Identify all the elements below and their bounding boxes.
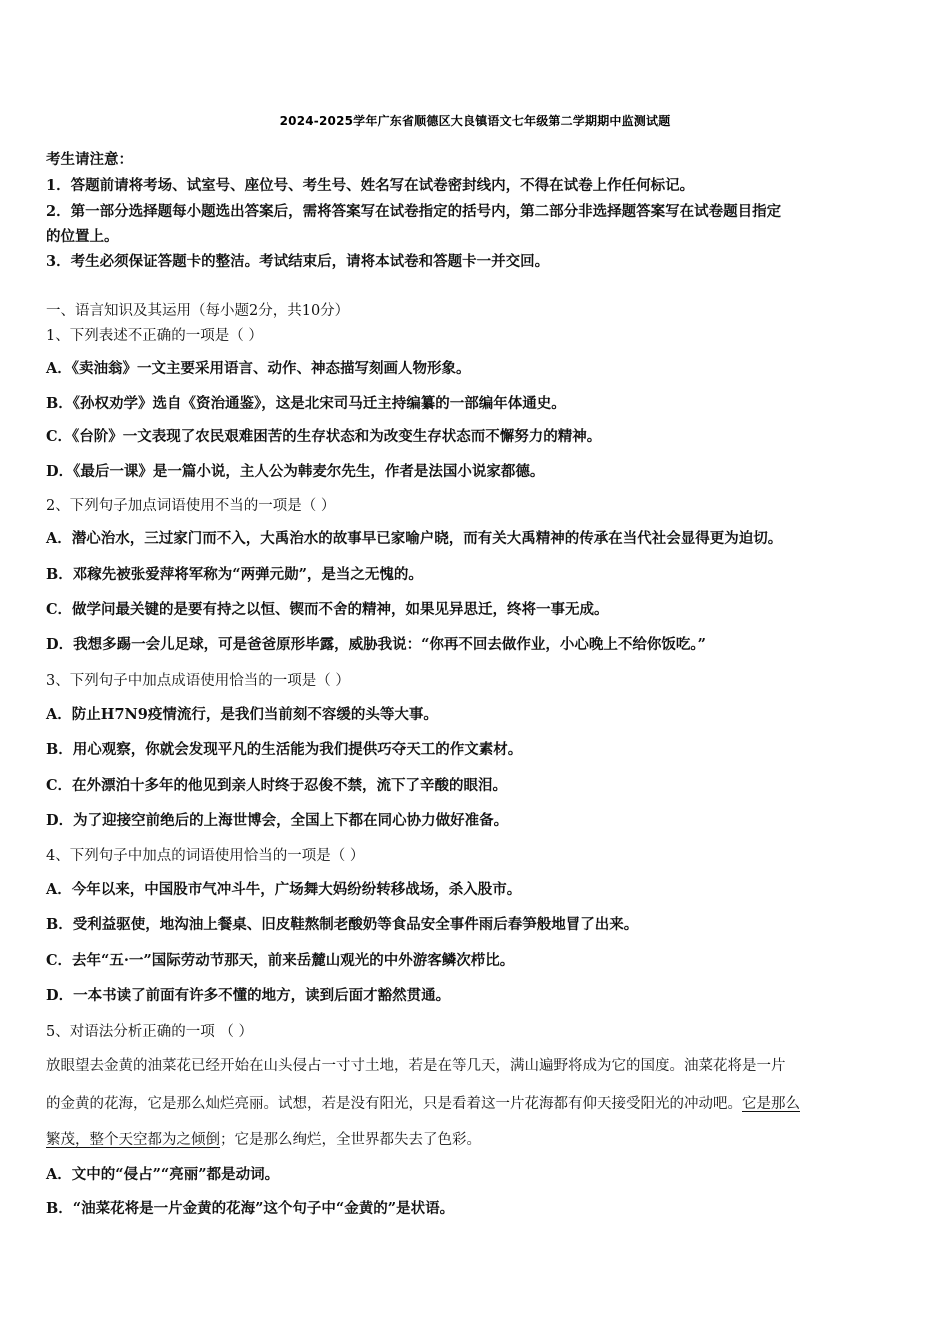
option-d: D．我想多踢一会儿足球，可是爸爸原形毕露，威胁我说：“你再不回去做作业，小心晚上不给你饭吃。” — [46, 636, 707, 653]
notice-item: 的位置上。 — [46, 228, 119, 245]
option-c: C．做学问最关键的是要有持之以恒、锲而不舍的精神，如果见异思迁，终将一事无成。 — [46, 601, 609, 618]
option-d: D．一本书读了前面有许多不懂的地方，读到后面才豁然贯通。 — [46, 987, 451, 1004]
passage-line — [46, 1095, 908, 1113]
option-a: A．防止H7N9疫情流行，是我们当前刻不容缓的头等大事。 — [46, 706, 438, 723]
option-a: A．潜心治水，三过家门而不入，大禹治水的故事早已家喻户晓，而有关大禹精神的传承在当代社会显得更为迫切。 — [46, 530, 783, 547]
option-b: B．邓稼先被张爱萍将军称为“两弹元勋”，是当之无愧的。 — [46, 566, 423, 583]
option-b: B．“油菜花将是一片金黄的花海”这个句子中“金黄的”是状语。 — [46, 1200, 455, 1217]
option-a: A．文中的“侵占”“亮丽”都是动词。 — [46, 1166, 280, 1183]
notice-heading: 考生请注意： — [46, 151, 133, 168]
option-d: D．为了迎接空前绝后的上海世博会，全国上下都在同心协力做好准备。 — [46, 812, 509, 829]
option-a: A．今年以来，中国股市气冲斗牛，广场舞大妈纷纷转移战场，杀入股市。 — [46, 881, 522, 898]
underlined-sentence: 它是那么 — [742, 1096, 800, 1112]
option-c: C．去年“五·一”国际劳动节那天，前来岳麓山观光的中外游客鳞次栉比。 — [46, 952, 515, 969]
option-b: B．用心观察，你就会发现平凡的生活能为我们提供巧夺天工的作文素材。 — [46, 741, 523, 758]
option-c: C．《台阶》一文表现了农民艰难困苦的生存状态和为改变生存状态而不懈努力的精神。 — [46, 428, 602, 445]
passage-text: 的金黄的花海，它是那么灿烂亮丽。试想，若是没有阳光，只是看着这一片花海都有仰天接受阳光的冲动吧。 — [46, 1096, 742, 1112]
option-d: D．《最后一课》是一篇小说，主人公为韩麦尔先生，作者是法国小说家都德。 — [46, 463, 545, 480]
question-stem: 5、对语法分析正确的一项 （ ） — [46, 1024, 253, 1040]
passage-text: ；它是那么绚烂，全世界都失去了色彩。 — [220, 1132, 481, 1148]
passage-line — [46, 1131, 908, 1149]
option-c: C．在外漂泊十多年的他见到亲人时终于忍俊不禁，流下了辛酸的眼泪。 — [46, 777, 508, 794]
page-title: 2024-2025学年广东省顺德区大良镇语文七年级第二学期期中监测试题 — [279, 114, 671, 128]
option-b: B．受利益驱使，地沟油上餐桌、旧皮鞋熬制老酸奶等食品安全事件雨后春笋般地冒了出来。 — [46, 916, 639, 933]
question-stem: 4、下列句子中加点的词语使用恰当的一项是（ ） — [46, 848, 365, 864]
option-b: B．《孙权劝学》选自《资治通鉴》，这是北宋司马迁主持编纂的一部编年体通史。 — [46, 395, 566, 412]
question-stem: 2、下列句子加点词语使用不当的一项是（ ） — [46, 498, 336, 514]
section-heading: 一、语言知识及其运用（每小题2分，共10分） — [46, 303, 350, 319]
passage-line: 放眼望去金黄的油菜花已经开始在山头侵占一寸寸土地，若是在等几天，满山遍野将成为它的国度。油菜花将是一片 — [46, 1058, 786, 1074]
underlined-sentence: 繁茂，整个天空都为之倾倒 — [46, 1132, 220, 1148]
notice-item: 2．第一部分选择题每小题选出答案后，需将答案写在试卷指定的括号内，第二部分非选择题答案写在试卷题目指定 — [46, 203, 782, 220]
option-a: A．《卖油翁》一文主要采用语言、动作、神态描写刻画人物形象。 — [46, 360, 471, 377]
question-stem: 1、下列表述不正确的一项是（ ） — [46, 328, 263, 344]
notice-item: 3．考生必须保证答题卡的整洁。考试结束后，请将本试卷和答题卡一并交回。 — [46, 253, 550, 270]
question-stem: 3、下列句子中加点成语使用恰当的一项是（ ） — [46, 673, 350, 689]
notice-item: 1．答题前请将考场、试室号、座位号、考生号、姓名写在试卷密封线内，不得在试卷上作任何标记。 — [46, 177, 695, 194]
